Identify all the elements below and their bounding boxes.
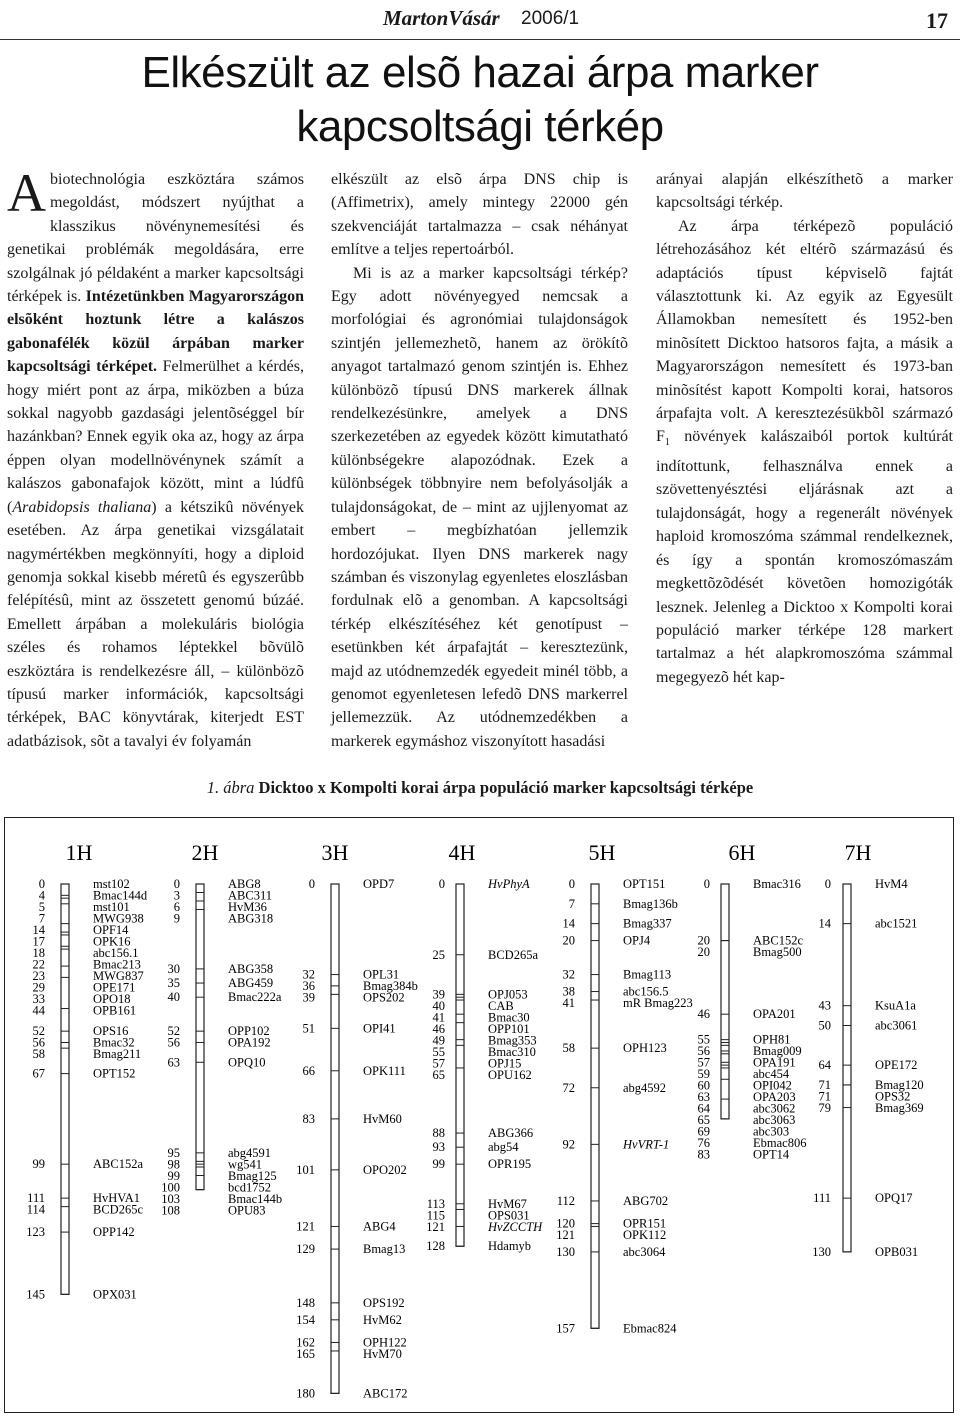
marker-name: HvM4 [875, 877, 908, 891]
marker-name: OPK16 [93, 934, 131, 949]
marker-position: 57 [697, 1055, 710, 1070]
marker-position: 20 [697, 933, 710, 948]
marker-position: 111 [813, 1191, 831, 1206]
marker-position: 99 [167, 1168, 180, 1183]
species-name: Arabidopsis thaliana [12, 498, 152, 516]
marker-position: 101 [296, 1162, 315, 1177]
marker-position: 129 [296, 1242, 315, 1257]
marker-name: abc3064 [623, 1244, 666, 1259]
marker-name: Bmag353 [488, 1033, 537, 1048]
marker-position: 162 [296, 1335, 315, 1350]
marker-position: 0 [38, 877, 45, 891]
linkage-map [5, 818, 952, 1411]
marker-name: OPP142 [93, 1225, 135, 1240]
marker-name: ABC172 [363, 1386, 408, 1401]
marker-name: mst102 [93, 877, 130, 891]
marker-position: 29 [32, 980, 45, 995]
marker-position: 93 [432, 1140, 445, 1155]
marker-name: OPE172 [875, 1058, 918, 1073]
figure-caption [0, 778, 960, 798]
marker-name: abc303 [753, 1124, 790, 1139]
marker-position: 9 [173, 911, 180, 926]
marker-name: OPQ10 [228, 1055, 266, 1070]
paragraph-what-is-map-continued: arányai alapján elkészíthetõ a marker kapcsoltsági térkép. [656, 171, 953, 212]
marker-name: ABG4 [363, 1219, 396, 1234]
marker-position: 25 [432, 947, 445, 962]
marker-position: 71 [818, 1077, 831, 1092]
marker-name: OPX031 [93, 1287, 137, 1302]
marker-position: 100 [161, 1180, 180, 1195]
chromosome-bar [61, 884, 69, 1294]
drop-cap: A [7, 163, 46, 223]
marker-name: OPI41 [363, 1021, 396, 1036]
marker-position: 5 [38, 900, 45, 914]
marker-position: 0 [568, 877, 575, 891]
marker-name: HvM62 [363, 1312, 402, 1327]
chromosome-bar [591, 884, 599, 1328]
header-rule [0, 39, 960, 40]
chromosome-bar [456, 884, 464, 1246]
marker-name: MWG837 [93, 969, 144, 983]
article-column-3 [656, 168, 953, 689]
marker-position: 30 [167, 961, 180, 976]
marker-position: 33 [32, 992, 45, 1006]
marker-position: 123 [26, 1225, 45, 1240]
marker-position: 22 [32, 957, 45, 972]
marker-name: Bmac316 [753, 877, 801, 891]
marker-name: OPO18 [93, 992, 131, 1006]
marker-name: Bmac222a [228, 990, 282, 1005]
marker-name: wg541 [228, 1157, 263, 1172]
marker-name: ABG366 [488, 1126, 534, 1141]
marker-name: Bmag120 [875, 1077, 924, 1092]
marker-name: OPP102 [228, 1024, 270, 1039]
marker-position: 83 [302, 1111, 315, 1126]
marker-position: 20 [697, 945, 710, 960]
marker-name: OPK111 [363, 1063, 406, 1078]
marker-position: 56 [697, 1044, 710, 1059]
marker-name: abc156.5 [623, 984, 669, 999]
marker-position: 64 [818, 1058, 831, 1073]
marker-position: 55 [432, 1044, 445, 1059]
chromosome-label: 3H [321, 840, 349, 865]
marker-name: bcd1752 [228, 1180, 272, 1195]
intro-text: biotechnológia eszköztára számos megoldást, módszert nyújthat a klasszikus növénynemesítési és genetikai problémák megoldására, erre szolgálnak jó példaként a marker kapcsoltsági térképek is. [7, 171, 304, 306]
marker-name: Bmag125 [228, 1168, 277, 1183]
marker-name: abg4591 [228, 1145, 272, 1160]
marker-name: OPU162 [488, 1067, 532, 1082]
marker-position: 65 [432, 1067, 445, 1082]
marker-name: OPH123 [623, 1041, 667, 1056]
marker-name: Bmac144b [228, 1191, 283, 1206]
marker-name: ABC152c [753, 933, 803, 948]
marker-position: 83 [697, 1147, 710, 1162]
marker-name: MWG938 [93, 911, 144, 926]
marker-position: 40 [167, 990, 180, 1005]
title-line-2: kapcsoltsági térkép [296, 102, 664, 151]
marker-position: 7 [38, 911, 45, 926]
marker-position: 154 [296, 1312, 315, 1327]
marker-name: OPP101 [488, 1021, 530, 1036]
marker-name: OPK112 [623, 1228, 667, 1243]
article-column-2 [331, 168, 628, 753]
marker-position: 148 [296, 1295, 315, 1310]
marker-position: 121 [296, 1219, 315, 1234]
marker-position: 114 [26, 1202, 45, 1217]
marker-position: 38 [562, 984, 575, 999]
marker-position: 95 [167, 1145, 180, 1160]
marker-position: 103 [161, 1191, 180, 1206]
marker-position: 49 [432, 1033, 445, 1048]
marker-position: 121 [426, 1219, 445, 1234]
marker-position: 64 [697, 1101, 710, 1116]
marker-position: 65 [697, 1113, 710, 1128]
marker-position: 52 [167, 1024, 180, 1039]
marker-position: 44 [32, 1003, 45, 1018]
marker-name: OPJ053 [488, 987, 528, 1002]
marker-name: ABG358 [228, 961, 274, 976]
marker-position: 50 [818, 1018, 831, 1033]
marker-position: 69 [697, 1124, 710, 1139]
marker-name: OPU83 [228, 1203, 266, 1218]
marker-position: 6 [173, 900, 180, 914]
marker-name: Bmag369 [875, 1100, 924, 1115]
marker-name: HvM36 [228, 900, 267, 914]
marker-position: 46 [697, 1007, 710, 1022]
running-header [0, 6, 960, 36]
marker-name: HvVRT-1 [623, 1137, 670, 1152]
marker-name: Bmag009 [753, 1044, 802, 1059]
marker-position: 63 [697, 1090, 710, 1105]
marker-name: Bmag113 [623, 967, 672, 982]
marker-position: 112 [556, 1193, 575, 1208]
marker-name: Bmag337 [623, 916, 672, 931]
paragraph-intro [7, 163, 305, 753]
marker-position: 180 [296, 1386, 315, 1401]
marker-position: 7 [568, 896, 575, 911]
article-column-1 [7, 163, 305, 753]
paragraph-intro-continued: elkészült az elsõ árpa DNS chip is (Affimetrix), amely mintegy 22000 gén szekvenciáját tartalmazza – csak néhányat említve a teljes repertoárból. [331, 171, 628, 259]
marker-position: 52 [32, 1024, 45, 1039]
marker-name: OPL31 [363, 967, 400, 982]
marker-name: ABC152a [93, 1157, 143, 1172]
marker-name: OPS031 [488, 1208, 530, 1223]
marker-position: 113 [426, 1196, 445, 1211]
marker-name: Bmag500 [753, 945, 802, 960]
marker-name: Bmag13 [363, 1242, 406, 1257]
marker-name: ABG8 [228, 877, 261, 891]
marker-name: OPA201 [753, 1007, 796, 1022]
marker-name: OPE171 [93, 980, 136, 995]
marker-name: Hdamyb [488, 1239, 532, 1254]
marker-name: OPT14 [753, 1147, 790, 1162]
marker-position: 40 [432, 998, 445, 1013]
marker-position: 36 [302, 979, 315, 994]
marker-name: Bmag384b [363, 979, 418, 994]
chromosome-bar [721, 884, 729, 1119]
marker-name: abc454 [753, 1067, 790, 1082]
marker-name: Bmac310 [488, 1044, 536, 1059]
chromosome-label: 1H [65, 840, 93, 865]
marker-position: 57 [432, 1056, 445, 1071]
marker-position: 145 [26, 1287, 45, 1302]
marker-name: Bmac213 [93, 957, 141, 972]
marker-position: 0 [308, 877, 315, 891]
marker-name: Bmac30 [488, 1010, 530, 1025]
marker-name: KsuA1a [875, 998, 916, 1013]
marker-name: abc3062 [753, 1101, 796, 1116]
paragraph-population: Az árpa térképezõ populáció létrehozásához két eltérõ származású és adaptációs típust képviselõ fajtát választottunk ki. Az egyik az Egyesült Államokban nemesített és 1952-ben minõsített Dicktoo hatsoros fajta, a másik a Magyarországon nemesített és 1973-ban minõsítést kapott Kompolti korai, hatsoros árpafajta volt. A keresztezésükbõl származó $F_1$ növények kalászaiból portok kultúrát indítottunk, felhasználva ennek a szövettenyésztési eljárásnak azt a tulajdonságát, hogy a regenerált növények haploid kromoszóma számmal rendelkeznek, és így a spontán kromoszómaszám megkettõzõdését követõen homozigóták lesznek. Jelenleg a Dicktoo x Kompolti korai populáció marker térképe 128 markert tartalmaz a hét alapkromoszóma számmal megegyezõ hét kap- [656, 217, 953, 686]
title-line-1: Elkészült az elsõ hazai árpa marker [141, 48, 819, 97]
chromosome-bar [196, 884, 204, 1190]
marker-position: 59 [697, 1067, 710, 1082]
marker-position: 23 [32, 969, 45, 983]
marker-name: OPS202 [363, 990, 405, 1005]
marker-position: 121 [556, 1228, 575, 1243]
marker-position: 120 [556, 1216, 575, 1231]
marker-name: Bmag211 [93, 1047, 142, 1062]
marker-position: 14 [32, 923, 45, 937]
marker-position: 55 [697, 1032, 710, 1047]
issue-number: 2006/1 [521, 8, 580, 29]
marker-name: ABG459 [228, 976, 274, 991]
marker-position: 20 [562, 933, 575, 948]
article-title [0, 46, 960, 154]
marker-position: 111 [27, 1191, 45, 1206]
chromosome-label: 4H [448, 840, 476, 865]
marker-position: 0 [173, 877, 180, 891]
marker-position: 56 [167, 1035, 180, 1050]
marker-name: OPS16 [93, 1024, 129, 1039]
marker-position: 71 [818, 1089, 831, 1104]
marker-name: OPJ4 [623, 933, 651, 948]
marker-name: OPH81 [753, 1032, 791, 1047]
marker-position: 46 [432, 1021, 445, 1036]
marker-position: 99 [32, 1157, 45, 1172]
marker-position: 128 [426, 1239, 445, 1254]
marker-name: BCD265a [488, 947, 538, 962]
marker-name: abc3061 [875, 1018, 918, 1033]
marker-name: OPA203 [753, 1090, 796, 1105]
marker-name: OPT151 [623, 877, 666, 891]
marker-name: HvZCCTH [488, 1219, 543, 1234]
marker-position: 108 [161, 1203, 180, 1218]
marker-name: Bmac144d [93, 888, 148, 903]
marker-position: 14 [818, 916, 831, 931]
marker-position: 14 [562, 916, 575, 931]
marker-position: 115 [426, 1208, 445, 1223]
marker-name: OPJ15 [488, 1056, 522, 1071]
chromosome-label: 6H [728, 840, 756, 865]
marker-position: 92 [562, 1137, 575, 1152]
marker-name: HvM60 [363, 1111, 402, 1126]
marker-position: 0 [824, 877, 831, 891]
marker-name: CAB [488, 998, 514, 1013]
marker-position: 58 [562, 1041, 575, 1056]
marker-position: 32 [562, 967, 575, 982]
journal-name: MartonVásár [383, 6, 500, 30]
marker-name: abc3063 [753, 1113, 796, 1128]
marker-name: HvM70 [363, 1346, 402, 1361]
marker-position: 88 [432, 1126, 445, 1141]
marker-position: 41 [432, 1010, 445, 1025]
paragraph-what-is-map: Mi is az a marker kapcsoltsági térkép? Egy adott növényegyed nemcsak a morfológiai és agronómiai tulajdonságok szintjén jellemezhetõ, hanem az örökítõ anyagot tartalmazó genom szintjén is. Ehhez különbözõ típusú DNS markerek állnak rendelkezésünkre, amelyek a DNS szerkezetében az egyedek között kimutatható különbségekre alapozódnak. Ezek a különbségek többnyire nem befolyásolják a tulajdonságokat, de – mint az ujjlenyomat az embert – megbízhatóan jellemzik hordozójukat. Ilyen DNS markerek nagy számban és viszonylag egyenletes eloszlásban fordulnak elõ a genomban. A kapcsoltsági térkép elkészítéséhez két genotípust – esetünkben két árpafajtát – keresztezünk, majd az utódnemzedék egyedeit minél több, a genomot egyenletesen lefedõ DNS markerrel jellemezzük. Az utódnemzedékben a markerek egymáshoz viszonyított hasadási [331, 264, 628, 750]
marker-name: abg4592 [623, 1080, 667, 1095]
marker-position: 66 [302, 1063, 315, 1078]
marker-position: 165 [296, 1346, 315, 1361]
chromosome-bar [843, 884, 851, 1252]
marker-name: OPS192 [363, 1295, 405, 1310]
marker-name: Ebmac824 [623, 1321, 677, 1336]
linkage-map-frame [4, 817, 954, 1413]
marker-position: 18 [32, 946, 45, 960]
chromosome-label: 7H [844, 840, 872, 865]
marker-name: mst101 [93, 900, 130, 914]
marker-position: 39 [432, 987, 445, 1002]
marker-position: 98 [167, 1157, 180, 1172]
marker-name: OPQ17 [875, 1191, 913, 1206]
intro-highlight: Intézetünkben Magyarországon elsõként hoztunk létre a kalászos gabonafélék közül árpában marker kapcsoltsági térképet. [7, 288, 305, 376]
marker-name: Ebmac806 [753, 1136, 807, 1151]
marker-position: 51 [302, 1021, 315, 1036]
marker-position: 58 [32, 1047, 45, 1062]
marker-position: 99 [432, 1157, 445, 1172]
marker-name: OPT152 [93, 1066, 136, 1081]
marker-name: OPA191 [753, 1055, 796, 1070]
figure-caption-text: Dicktoo x Kompolti korai árpa populáció marker kapcsoltsági térképe [258, 778, 754, 797]
marker-position: 79 [818, 1100, 831, 1115]
marker-name: OPB031 [875, 1244, 919, 1259]
intro-text-c: ) a kétszikû növények esetében. Az árpa genetikai vizsgálatait nagymértékben megkönnyíti, hogy a diploid genomja sokkal kisebb méretû és egyszerûbb felépítésû, mint az összetett genomú búzáé. Emellett árpában a molekuláris biológia széles és rohamos léptekkel bõvülõ eszköztára is rendelkezésre áll, – különbözõ típusú marker információk, kapcsoltsági térképek, BAC könyvtárak, kiterjedt EST adatbázisok, sõt a tavalyi év folyamán [7, 498, 304, 750]
marker-position: 130 [812, 1244, 831, 1259]
marker-position: 0 [703, 877, 710, 891]
marker-position: 67 [32, 1066, 45, 1081]
marker-name: OPR151 [623, 1216, 667, 1231]
marker-name: HvHVA1 [93, 1191, 140, 1206]
marker-position: 63 [167, 1055, 180, 1070]
marker-name: OPA192 [228, 1035, 271, 1050]
figure-number: 1. ábra [206, 778, 255, 797]
chromosome-label: 5H [588, 840, 616, 865]
marker-name: OPD7 [363, 877, 395, 891]
marker-position: 72 [562, 1080, 575, 1095]
marker-position: 32 [302, 967, 315, 982]
marker-name: HvPhyA [488, 877, 530, 891]
marker-position: 130 [556, 1244, 575, 1259]
marker-name: OPO202 [363, 1162, 407, 1177]
marker-position: 41 [562, 996, 575, 1011]
marker-name: abc1521 [875, 916, 918, 931]
marker-name: OPB161 [93, 1003, 137, 1018]
marker-position: 17 [32, 934, 45, 949]
marker-name: OPH122 [363, 1335, 407, 1350]
marker-position: 60 [697, 1078, 710, 1093]
marker-name: ABG318 [228, 911, 274, 926]
marker-name: HvM67 [488, 1196, 527, 1211]
marker-position: 0 [438, 877, 445, 891]
marker-name: abc156.1 [93, 946, 139, 960]
marker-name: OPF14 [93, 923, 129, 937]
marker-name: OPI042 [753, 1078, 792, 1093]
page-number: 17 [926, 8, 948, 33]
marker-name: BCD265c [93, 1202, 143, 1217]
marker-name: abg54 [488, 1140, 519, 1155]
marker-position: 3 [173, 888, 180, 903]
marker-position: 35 [167, 976, 180, 991]
chromosome-bar [331, 884, 339, 1393]
chromosome-label: 2H [191, 840, 219, 865]
marker-position: 56 [32, 1035, 45, 1050]
marker-name: ABG702 [623, 1193, 669, 1208]
marker-position: 76 [697, 1136, 710, 1151]
marker-name: OPR195 [488, 1157, 532, 1172]
marker-name: OPS32 [875, 1089, 911, 1104]
marker-position: 4 [38, 888, 45, 903]
marker-name: Bmac32 [93, 1035, 135, 1050]
intro-text-b: Felmerülhet a kérdés, hogy miért pont az árpa, miközben a búza sokkal nagyobb gazdasági jelentõséggel bír hazánkban? Ennek egyik oka az, hogy az árpa éppen olyan modellnövénynek számít a kalászos gabonafajok között, mint a lúdfû ( [7, 358, 305, 516]
marker-name: Bmag136b [623, 896, 678, 911]
marker-name: ABC311 [228, 888, 272, 903]
marker-position: 157 [556, 1321, 575, 1336]
marker-position: 43 [818, 998, 831, 1013]
marker-name: mR Bmag223 [623, 996, 693, 1011]
marker-position: 39 [302, 990, 315, 1005]
